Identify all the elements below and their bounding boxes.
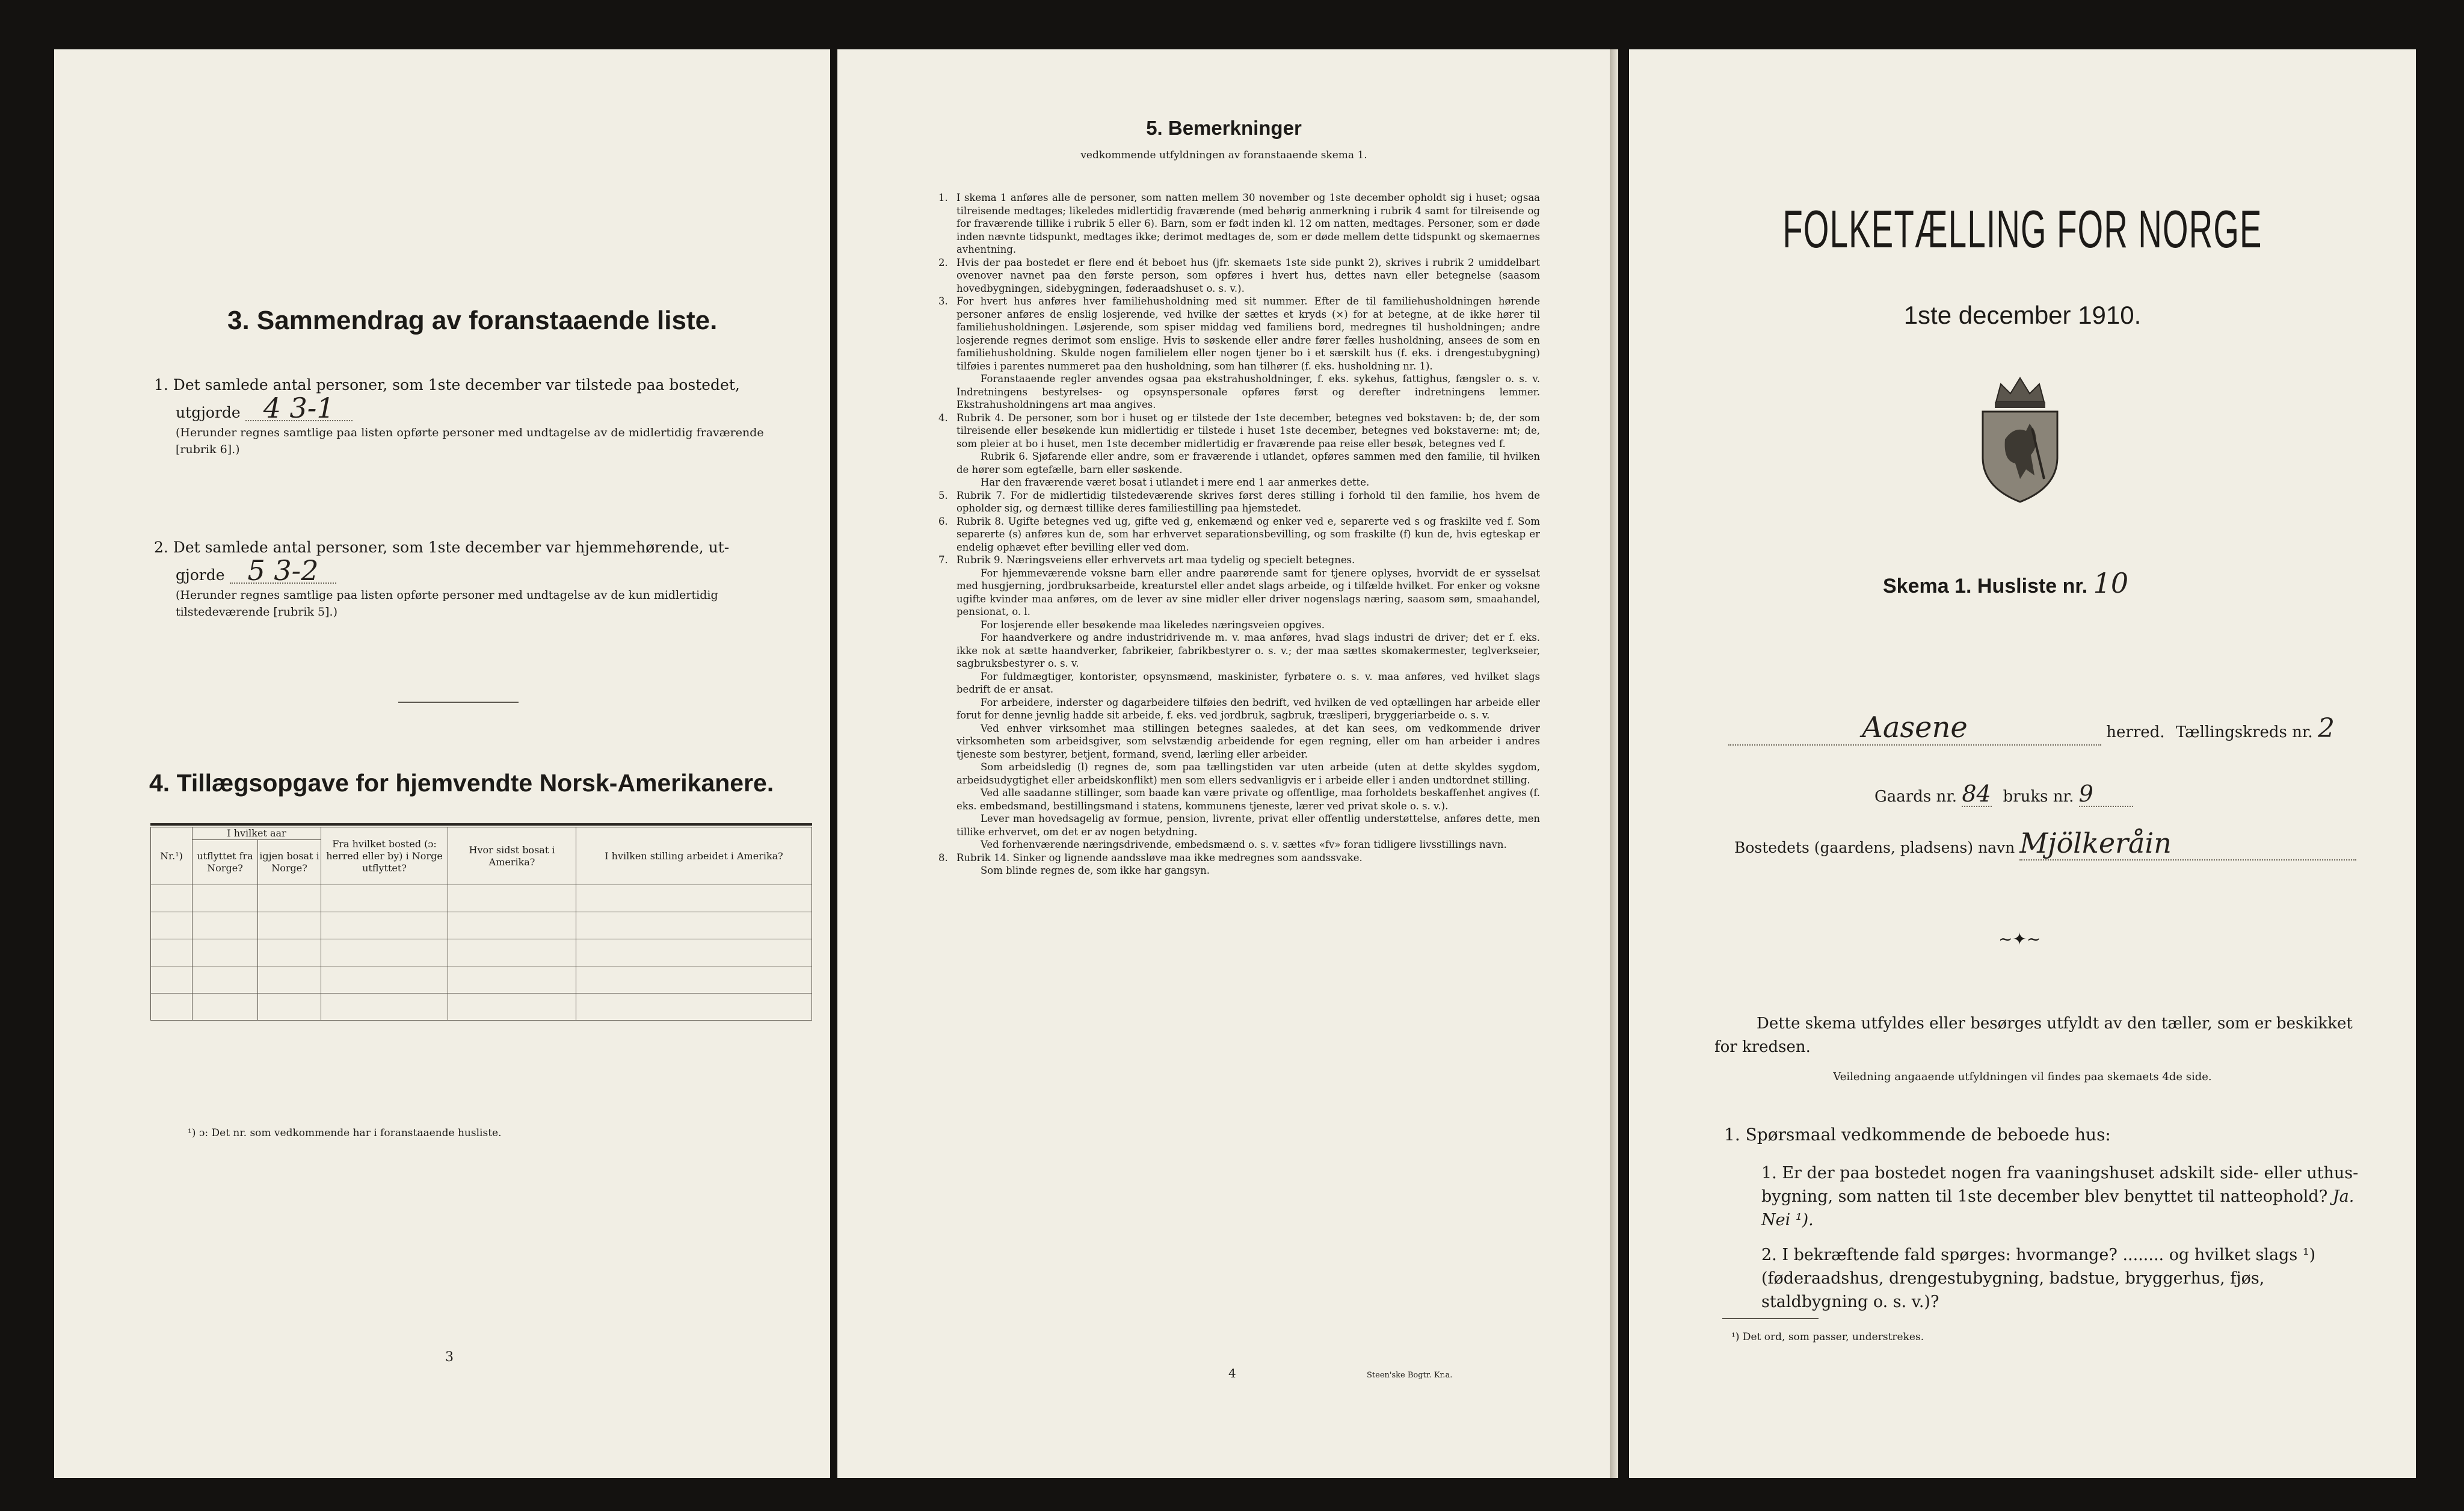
section-3-title: 3. Sammendrag av foranstaaende liste. — [227, 306, 718, 335]
remark-text: Rubrik 14. Sinker og lignende aandssløve maa ikke medregnes som aandssvake. — [956, 851, 1363, 864]
census-date: 1ste december 1910. — [1903, 301, 2142, 329]
bruks-label: bruks nr. — [2003, 788, 2074, 806]
remark-text: For hvert hus anføres hver familiehusholdning med sit nummer. Efter de til familiehusholdningen hørende personer anføres de enslig losjerende, ved hvilke der sættes et kryds (×) for at betegne, at de ikke hører til familiehusholdningen. Løsjerende, som spiser middag ved familiens bord, medregnes til husholdningen; andre losjerende regnes derimot som enslige. Hvis to søskende eller andre fører fælles husholdning, ansees de som en familiehusholdning. Skulde nogen familielem eller nogen tjener bo i et særskilt hus (f. eks. i drengestubygning) tilføies i parentes nummeret paa den husholdning, som han tilhører (f. eks. husholdning nr. 1). — [956, 295, 1540, 372]
footnote-rule — [1722, 1318, 1819, 1319]
remark-text: Rubrik 8. Ugifte betegnes ved ug, gifte ved g, enkemænd og enker ved e, separerte ved s og fraskilte ved f. Som separerte (s) anføres kun de, som har erhvervet separationsbevilling, og som fraskilte (f) kun de, hvis egteskap er endelig ophævet efter bevilling eller ved dom. — [956, 515, 1540, 553]
page-number-3: 3 — [445, 1350, 454, 1365]
remark-number: 1. — [938, 192, 948, 203]
present-count-value: 4 3-1 — [245, 397, 353, 421]
bosted-line — [1734, 827, 2356, 861]
col-igjen-bosat: igjen bosat i Norge? — [258, 840, 321, 885]
remark-number — [938, 722, 956, 761]
remark-text: Rubrik 9. Næringsveiens eller erhvervets art maa tydelig og specielt betegnes. — [956, 554, 1355, 566]
gaards-line — [1874, 782, 2133, 809]
remark-number: 5. — [938, 489, 948, 501]
cover-page — [1629, 49, 2416, 1478]
remark-text: Lever man hovedsagelig av formue, pension, livrente, privat eller offentlig understøttelse, anføres dette, men tillike erhvervet, om det er av nogen betydning. — [956, 813, 1540, 838]
remark-item — [938, 450, 1540, 476]
cover-footnote: ¹) Det ord, som passer, understrekes. — [1731, 1331, 1924, 1343]
remark-number — [938, 372, 956, 412]
table-footnote: ¹) ɔ: Det nr. som vedkommende har i foranstaaende husliste. — [188, 1127, 502, 1139]
remark-number: 2. — [938, 256, 948, 268]
remark-number — [938, 864, 956, 877]
remark-number — [938, 670, 956, 696]
summary-item-2 — [154, 536, 804, 620]
remark-number — [938, 761, 956, 786]
summary-item-2-text: 2. Det samlede antal personer, som 1ste december var hjemmehørende, ut- — [154, 539, 730, 556]
remark-number — [938, 786, 956, 812]
remark-item — [938, 295, 1540, 372]
col-utflyttet: utflyttet fra Norge? — [192, 840, 258, 885]
remark-number — [938, 631, 956, 670]
norsk-amerikanere-table — [150, 827, 812, 1021]
remark-item — [938, 554, 1540, 567]
summary-item-1-note: (Herunder regnes samtlige paa listen opførte personer med undtagelse av de midlertidig fraværende [rubrik 6].) — [176, 426, 764, 456]
remarks-title: 5. Bemerkninger — [1146, 117, 1302, 139]
table-row — [151, 966, 812, 993]
remark-number — [938, 619, 956, 632]
question-1-text: 1. Er der paa bostedet nogen fra vaaningshuset adskilt side- eller uthus-bygning, som natten til 1ste december blev benyttet til natteophold? — [1761, 1164, 2359, 1206]
col-hvor-bosat: Hvor sidst bosat i Amerika? — [448, 827, 576, 885]
remark-number — [938, 696, 956, 722]
utgjorde-label-1: utgjorde — [176, 404, 241, 421]
summary-item-1-text: 1. Det samlede antal personer, som 1ste december var tilstede paa bostedet, — [154, 376, 740, 394]
printer-mark: Steen'ske Bogtr. Kr.a. — [1367, 1371, 1453, 1380]
table-row — [151, 993, 812, 1021]
page-number-4: 4 — [1228, 1366, 1236, 1380]
census-title: FOLKETÆLLING FOR NORGE — [1782, 199, 2262, 259]
remark-text: Ved alle saadanne stillinger, som baade kan være private og offentlige, maa forholdets beskaffenhet angives (f. eks. embedsmand, bestillingsmand i statens, kommunens tjeneste, lærer ved privat skole o. s. v.). — [956, 787, 1540, 812]
remark-item — [938, 489, 1540, 515]
col-stilling: I hvilken stilling arbeidet i Amerika? — [576, 827, 812, 885]
remark-text: Som blinde regnes de, som ikke har gangsyn. — [981, 865, 1210, 876]
remark-item — [938, 412, 1540, 451]
remark-item — [938, 256, 1540, 295]
resident-count-value: 5 3-2 — [230, 559, 337, 584]
remark-item — [938, 631, 1540, 670]
bosted-value: Mjölkeråin — [2019, 827, 2172, 859]
remark-item — [938, 722, 1540, 761]
col-nr: Nr.¹) — [151, 827, 192, 885]
table-row — [151, 885, 812, 912]
table-top-rule — [150, 823, 812, 826]
remark-text: Hvis der paa bostedet er flere end ét beboet hus (jfr. skemaets 1ste side punkt 2), skrives i rubrik 2 umiddelbart ovenover navnet paa den første person, som opføres i hvert hus, dettes navn eller betegnelse (saasom hovedbygningen, sidebygningen, føderaadshuset o. s. v.). — [956, 256, 1540, 294]
remark-text: For losjerende eller besøkende maa likeledes næringsveien opgives. — [981, 619, 1325, 631]
bruks-value: 9 — [2079, 782, 2133, 807]
ornament-icon: ~✦~ — [1998, 929, 2041, 949]
kreds-value: 2 — [2317, 713, 2335, 744]
col-group-year: I hvilket aar — [192, 827, 321, 840]
remark-text: Har den fraværende været bosat i utlandet i mere end 1 aar anmerkes dette. — [981, 477, 1370, 488]
table-row — [151, 939, 812, 966]
remark-item — [938, 812, 1540, 838]
intro-text: Dette skema utfyldes eller besørges utfyldt av den tæller, som er beskikket for kredsen. — [1714, 1015, 2353, 1056]
remark-text: Ved forhenværende næringsdrivende, embedsmænd o. s. v. sættes «fv» foran tidligere livsstillings navn. — [981, 839, 1507, 850]
remark-text: For haandverkere og andre industridrivende m. v. maa anføres, hvad slags industri de driver; det er f. eks. ikke nok at sætte haandverker, fabrikeier, fabrikbestyrer o. s. v.; der maa sættes skomakermester, teglverkseier, sagbruksbestyrer o. s. v. — [956, 632, 1540, 669]
skema-label-text: Skema 1. Husliste nr. — [1883, 575, 2088, 598]
remark-item — [938, 567, 1540, 619]
remarks-subtitle: vedkommende utfyldningen av foranstaaende skema 1. — [1080, 149, 1367, 161]
remark-item — [938, 761, 1540, 786]
remarks-list — [938, 191, 1540, 877]
remark-text: Rubrik 4. De personer, som bor i huset og er tilstede der 1ste december, betegnes ved bokstaven: b; de, der som tilreisende eller besøkende kun midlertidig er tilstede i huset 1ste december, betegnes ved bokstaverne: mt; de, som pleier at bo i huset, men 1ste december midlertidig er fraværende paa reise eller besøk, betegnes ved f. — [956, 412, 1540, 450]
remark-number: 6. — [938, 515, 948, 527]
intro-note: Veiledning angaaende utfyldningen vil findes paa skemaets 4de side. — [1833, 1071, 2212, 1083]
summary-item-1 — [154, 373, 804, 458]
remark-text: For arbeidere, inderster og dagarbeidere tilføies den bedrift, ved hvilken de ved optællingen har arbeide eller forut for denne jevnlig hadde sit arbeide, f. eks. ved jordbruk, sagbruk, træsliperi, bryggeriarbeide o. s. v. — [956, 696, 1540, 721]
remark-number: 8. — [938, 851, 948, 864]
herred-line — [1728, 711, 2372, 746]
utgjorde-label-2: gjorde — [176, 566, 225, 584]
remark-number: 3. — [938, 295, 948, 307]
page-four — [837, 49, 1610, 1478]
page-three — [54, 49, 830, 1478]
remark-item — [938, 670, 1540, 696]
remark-item — [938, 696, 1540, 722]
table-row — [151, 912, 812, 939]
remark-item — [938, 851, 1540, 865]
question-1-answer: Ja. Nei ¹). — [1761, 1187, 2355, 1229]
herred-value: Aasene — [1862, 711, 1968, 744]
remark-text: For fuldmægtiger, kontorister, opsynsmænd, maskinister, fyrbøtere o. s. v. maa anføres, ved hvilket slags bedrift de er ansat. — [956, 670, 1540, 695]
kreds-label: Tællingskreds nr. — [2175, 723, 2313, 741]
col-fra-bosted: Fra hvilket bosted (ɔ: herred eller by) i Norge utflyttet? — [321, 827, 448, 885]
binding-fold — [1610, 49, 1618, 1478]
questions-heading: 1. Spørsmaal vedkommende de beboede hus: — [1724, 1125, 2111, 1145]
remark-number — [938, 812, 956, 838]
remark-text: Ved enhver virksomhet maa stillingen betegnes saaledes, at det kan sees, om vedkommende driver virksomheten som arbeidsgiver, som selvstændig arbeidende for egen regning, eller om han arbeider i andres tjeneste som bestyrer, betjent, formand, svend, lærling eller arbeider. — [956, 722, 1540, 760]
remark-number — [938, 838, 956, 851]
remark-item — [938, 372, 1540, 412]
remark-number: 4. — [938, 412, 948, 424]
remark-number — [938, 567, 956, 619]
remark-text: Foranstaaende regler anvendes ogsaa paa ekstrahusholdninger, f. eks. sykehus, fattighus, fængsler o. s. v. Indretningens bestyrelses- og opsynspersonale opføres først og derefter indretningens lemmer. Ekstrahusholdningens art maa angives. — [956, 373, 1540, 410]
gaards-label: Gaards nr. — [1874, 788, 1957, 806]
section-4-title: 4. Tillægsopgave for hjemvendte Norsk-Amerikanere. — [149, 769, 774, 797]
remark-item — [938, 515, 1540, 554]
remark-item — [938, 786, 1540, 812]
remark-text: Som arbeidsledig (l) regnes de, som paa tællingstiden var uten arbeide (uten at dette skyldes sygdom, arbeidsudygtighet eller arbeidskonflikt) men som ellers sedvanligvis er i arbeide eller i anden undtordnet stilling. — [956, 761, 1540, 786]
remark-item — [938, 476, 1540, 489]
remark-number — [938, 476, 956, 489]
remark-item — [938, 838, 1540, 851]
remark-text: Rubrik 6. Sjøfarende eller andre, som er fraværende i utlandet, opføres sammen med den familie, til hvilken de hører som egtefælle, barn eller søskende. — [956, 451, 1540, 475]
summary-item-2-note: (Herunder regnes samtlige paa listen opførte personer med undtagelse av de kun midlertidig tilstedeværende [rubrik 5].) — [176, 589, 718, 619]
question-1 — [1761, 1161, 2363, 1232]
question-2: 2. I bekræftende fald spørges: hvormange? ........ og hvilket slags ¹) (føderaadshus, drengestubygning, badstue, bryggerhus, fjøs, staldbygning o. s. v.)? — [1761, 1246, 2316, 1311]
skema-label — [1883, 567, 2129, 599]
gaards-value: 84 — [1962, 780, 1991, 807]
remark-item — [938, 619, 1540, 632]
remark-item — [938, 864, 1540, 877]
remark-text: I skema 1 anføres alle de personer, som natten mellem 30 november og 1ste december opholdt sig i huset; ogsaa tilreisende medtages; likeledes midlertidig fraværende (med behørig anmerkning i rubrik 4 samt for tilreisende og for fraværende tillike i rubrik 5 eller 6). Barn, som er født inden kl. 12 om natten, medtages. Personer, som er døde inden nævnte tidspunkt, medtages ikke; derimot medtages de, som er døde mellem dette tidspunkt og skemaernes avhentning. — [956, 192, 1540, 255]
herred-label: herred. — [2106, 723, 2165, 741]
remark-item — [938, 191, 1540, 256]
bosted-label: Bostedets (gaardens, pladsens) navn — [1734, 839, 2015, 856]
husliste-nr-value: 10 — [2093, 567, 2129, 599]
divider — [398, 702, 519, 703]
remark-text: Rubrik 7. For de midlertidig tilstedeværende skrives først deres stilling i forhold til den familie, hos hvem de opholder sig, og dernæst tillike deres familiestilling paa hjemstedet. — [956, 489, 1540, 514]
remark-text: For hjemmeværende voksne barn eller andre paarørende samt for tjenere oplyses, hvorvidt de er sysselsat med husgjerning, jordbruksarbeide, kreaturstel eller andet slags arbeide, og i tilfælde hvilket. For enker og voksne ugifte kvinder maa anføres, om de lever av sine midler eller driver nogenslags næring, saasom søm, smaahandel, pensionat, o. l. — [956, 567, 1540, 617]
coat-of-arms-icon — [1972, 373, 2068, 504]
remark-number: 7. — [938, 554, 948, 566]
remark-number — [938, 450, 956, 476]
